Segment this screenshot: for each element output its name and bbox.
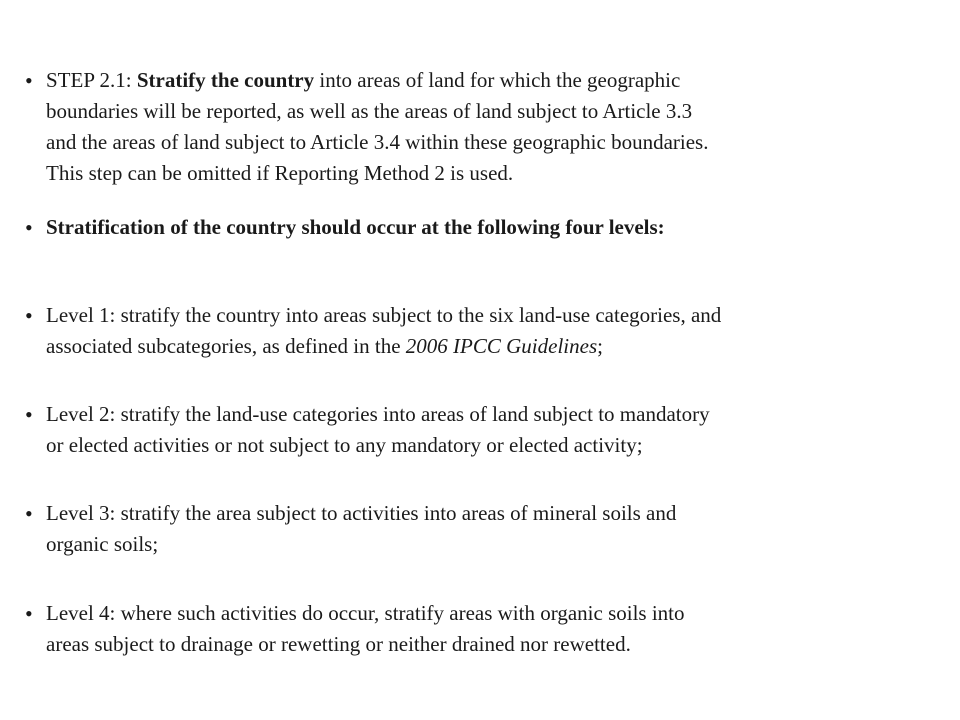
level-2-line-2: or elected activities or not subject to any mandatory or elected activity; [46, 433, 643, 457]
bullet-marker: • [25, 68, 33, 93]
level-4-text [46, 598, 946, 660]
bullet-marker: • [25, 402, 33, 427]
level-1-line-2: associated subcategories, as defined in the 2006 IPCC Guidelines; [46, 334, 603, 358]
bullet-marker: • [25, 501, 33, 526]
ipcc-guidelines-title: 2006 IPCC Guidelines [405, 334, 598, 358]
step-line-2: boundaries will be reported, as well as the areas of land subject to Article 3.3 [46, 99, 693, 123]
stratification-heading: Stratification of the country should occur at the following four levels: [46, 215, 665, 239]
level-1-line-1: Level 1: stratify the country into areas subject to the six land-use categories, and [46, 303, 722, 327]
level-2-text [46, 399, 946, 461]
level-4-line-2: areas subject to drainage or rewetting or neither drained nor rewetted. [46, 632, 631, 656]
level-1-text [46, 300, 946, 362]
bullet-marker: • [25, 601, 33, 626]
step-line-4: This step can be omitted if Reporting Method 2 is used. [46, 161, 514, 185]
step-line-1: STEP 2.1: Stratify the country into areas of land for which the geographic [46, 68, 681, 92]
step-line-3: and the areas of land subject to Article 3.4 within these geographic boundaries. [46, 130, 709, 154]
level-3-text [46, 498, 946, 560]
bullet-marker: • [25, 215, 33, 240]
step-bold-phrase: Stratify the country [136, 68, 315, 92]
level-4-line-1: Level 4: where such activities do occur, stratify areas with organic soils into [46, 601, 685, 625]
level-3-line-2: organic soils; [46, 532, 159, 556]
step-2-1-text [46, 65, 946, 189]
level-3-line-1: Level 3: stratify the area subject to activities into areas of mineral soils and [46, 501, 677, 525]
level-2-line-1: Level 2: stratify the land-use categories into areas of land subject to mandatory [46, 402, 710, 426]
bullet-marker: • [25, 303, 33, 328]
